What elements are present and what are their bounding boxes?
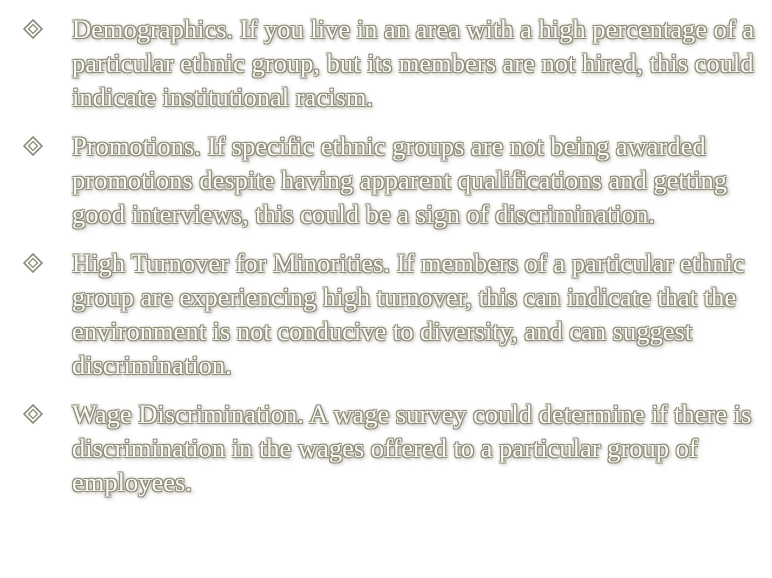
- diamond-outline-icon: [22, 18, 44, 40]
- bullet-list: [22, 12, 756, 499]
- bullet-item-promotions: [22, 129, 756, 231]
- bullet-text: Demographics. If you live in an area with a high percentage of a particular ethnic group, but its members are not hired, this could indicate institutional racism.: [72, 14, 755, 112]
- bullet-text: Promotions. If specific ethnic groups are not being awarded promotions despite having apparent qualifications and getting good interviews, this could be a sign of discrimination.: [72, 131, 727, 229]
- diamond-outline-icon: [22, 252, 44, 274]
- bullet-item-demographics: [22, 12, 756, 114]
- bullet-text: Wage Discrimination. A wage survey could determine if there is discrimination in the wages offered to a particular group of employees.: [72, 399, 752, 497]
- bullet-text: High Turnover for Minorities. If members of a particular ethnic group are experiencing high turnover, this can indicate that the environment is not conducive to diversity, and can suggest discrimination.: [72, 248, 745, 380]
- bullet-item-high-turnover: [22, 246, 756, 382]
- diamond-outline-icon: [22, 135, 44, 157]
- diamond-outline-icon: [22, 403, 44, 425]
- bullet-item-wage-discrimination: [22, 397, 756, 499]
